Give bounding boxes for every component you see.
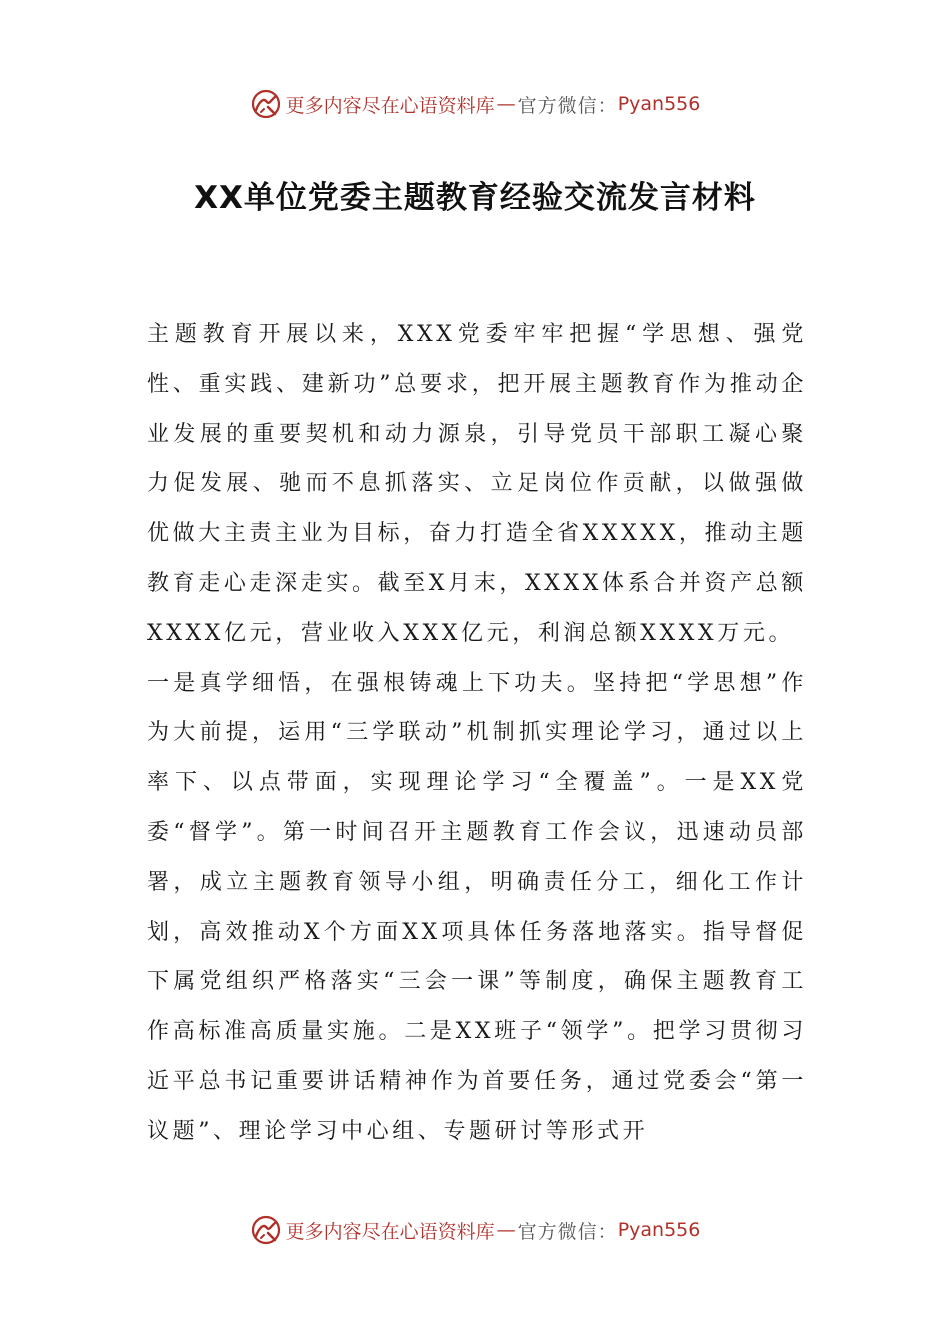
paragraph-section-one: 一是真学细悟，在强根铸魂上下功夫。坚持把“学思想”作为大前提，运用“三学联动”机制抓实理论学习，通过以上率下、以点带面，实现理论学习“全覆盖”。一是XX党委“督学”。第一时间召开主题教育工作会议，迅速动员部署，成立主题教育领导小组，明确责任分工，细化工作计划，高效推动X个方面XX项具体任务落地落实。指导督促下属党组织严格落实“三会一课”等制度，确保主题教育工作高标准高质量实施。二是XX班子“领学”。把学习贯彻习近平总书记重要讲话精神作为首要任务，通过党委会“第一议题”、理论学习中心组、专题研讨等形式开 bbox=[147, 670, 807, 1144]
watermark-footer bbox=[0, 1210, 950, 1250]
signature-pen-icon bbox=[250, 88, 282, 120]
watermark-main-text: 更多内容尽在心语资料库 bbox=[285, 1220, 495, 1243]
watermark-dash: — bbox=[496, 1219, 516, 1241]
watermark-wechat-id: Pyan556 bbox=[617, 1219, 701, 1241]
document-title: XX单位党委主题教育经验交流发言材料 bbox=[194, 180, 756, 216]
watermark-sub-text: 官方微信： bbox=[517, 1220, 618, 1243]
signature-pen-icon bbox=[250, 1214, 282, 1246]
paragraph-intro: 主题教育开展以来，XXX党委牢牢把握“学思想、强党性、重实践、建新功”总要求，把开展主题教育作为推动企业发展的重要契机和动力源泉，引导党员干部职工凝心聚力促发展、驰而不息抓落实、立足岗位作贡献，以做强做优做大主责主业为目标，奋力打造全省XXXXX，推动主题教育走心走深走实。截至X月末，XXXX体系合并资产总额XXXX亿元，营业收入XXX亿元，利润总额XXXX万元。 bbox=[147, 322, 807, 646]
watermark-dash: — bbox=[496, 93, 516, 115]
watermark-header bbox=[0, 84, 950, 124]
watermark-sub-text: 官方微信： bbox=[517, 94, 618, 117]
watermark-wechat-id: Pyan556 bbox=[617, 93, 701, 115]
watermark-main-text: 更多内容尽在心语资料库 bbox=[285, 94, 495, 117]
document-body bbox=[147, 310, 807, 1157]
